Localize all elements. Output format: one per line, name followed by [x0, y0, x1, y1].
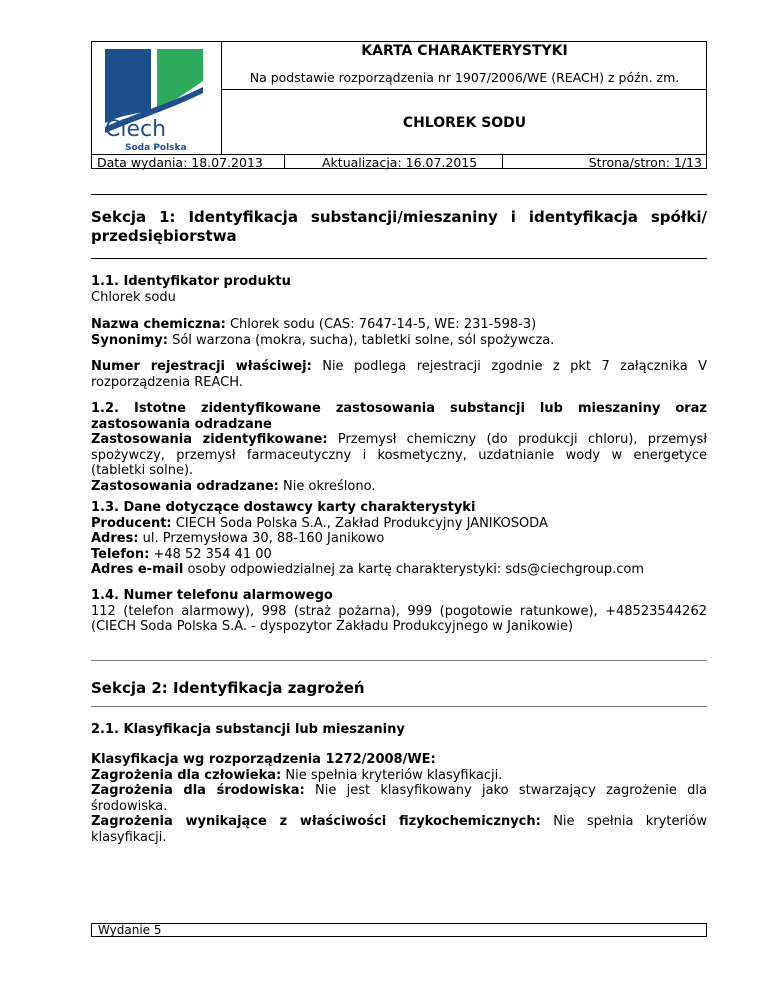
- s14-block: [91, 588, 707, 635]
- logo-brand: Ciech: [105, 117, 167, 142]
- s11-text: Chlorek sodu: [91, 289, 176, 305]
- header-divider: [502, 154, 503, 169]
- phys-value: Nie spełnia kryteriów klasyfikacji.: [91, 814, 707, 845]
- mail-label: Adres e-mail: [91, 562, 184, 577]
- s21-title: 2.1. Klasyfikacja substancji lub mieszaniny: [91, 722, 405, 737]
- doc-title: KARTA CHARAKTERYSTYKI: [361, 43, 568, 59]
- chem-value: Chlorek sodu (CAS: 7647-14-5, WE: 231-598-3): [225, 317, 537, 332]
- s14-text: 112 (telefon alarmowy), 998 (straż pożarna), 999 (pogotowie ratunkowe), +48523544262 (CIECH Soda Polska S.A. - dyspozytor Zakładu Produkcyjnego w Janikowie): [91, 603, 707, 634]
- syn-label: Synonimy:: [91, 332, 168, 348]
- section1-title-line2: przedsiębiorstwa: [91, 227, 237, 245]
- section1-title-line1: Sekcja 1: Identyfikacja substancji/mieszaniny i identyfikacja spółki/: [91, 208, 707, 226]
- cls-title: Klasyfikacja wg rozporządzenia 1272/2008/WE:: [91, 752, 436, 767]
- issue-date: Data wydania: 18.07.2013: [97, 155, 263, 170]
- tel-label: Telefon:: [91, 546, 150, 562]
- section-rule: [91, 194, 707, 195]
- human-label: Zagrożenia dla człowieka:: [91, 767, 282, 783]
- syn-value: Sól warzona (mokra, sucha), tabletki solne, sól spożywcza.: [167, 332, 555, 348]
- addr-value: ul. Przemysłowa 30, 88-160 Janikowo: [138, 531, 385, 546]
- section1-title: [91, 208, 707, 246]
- reg-block: [91, 359, 707, 390]
- s13-title: 1.3. Dane dotyczące dostawcy karty charakterystyki: [91, 500, 476, 515]
- reg-value: Nie podlega rejestracji zgodnie z pkt 7 załącznika V rozporządzenia REACH.: [91, 359, 707, 390]
- section-rule: [91, 706, 707, 707]
- logo-sub: Soda Polska: [125, 143, 187, 153]
- ciech-logo: [91, 41, 221, 153]
- disc-label: Zastosowania odradzane:: [91, 478, 279, 494]
- logo-cell: [91, 41, 222, 154]
- update-date: Aktualizacja: 16.07.2015: [322, 155, 478, 170]
- section2-title: Sekcja 2: Identyfikacja zagrożeń: [91, 679, 365, 697]
- addr-label: Adres:: [91, 531, 139, 546]
- s12-block: [91, 401, 707, 494]
- phys-label: Zagrożenia wynikające z właściwości fizykochemicznych:: [91, 814, 541, 829]
- chem-label: Nazwa chemiczna:: [91, 317, 226, 332]
- env-label: Zagrożenia dla środowiska:: [91, 783, 305, 798]
- use-label: Zastosowania zidentyfikowane:: [91, 432, 328, 447]
- cls-block: [91, 752, 707, 845]
- chem-block: [91, 317, 707, 348]
- header-divider: [284, 154, 285, 169]
- s12-title: 1.2. Istotne zidentyfikowane zastosowania substancji lub mieszaniny oraz zastosowania odradzane: [91, 401, 707, 432]
- prod-label: Producent:: [91, 515, 172, 531]
- doc-subtitle: Na podstawie rozporządzenia nr 1907/2006/WE (REACH) z późn. zm.: [249, 70, 680, 85]
- header-divider: [222, 89, 707, 90]
- product-name: CHLOREK SODU: [402, 115, 527, 131]
- env-value: Nie jest klasyfikowany jako stwarzający zagrożenie dla środowiska.: [91, 783, 707, 814]
- prod-value: CIECH Soda Polska S.A., Zakład Produkcyjny JANIKOSODA: [171, 515, 548, 531]
- human-value: Nie spełnia kryteriów klasyfikacji.: [281, 767, 503, 783]
- s11-block: [91, 274, 707, 305]
- page-number: Strona/stron: 1/13: [588, 155, 702, 170]
- section-rule: [91, 660, 707, 661]
- use-value: Przemysł chemiczny (do produkcji chloru), przemysł spożywczy, przemysł farmaceutyczny i kosmetyczny, uzdatnianie wody w energetyce (tabletki solne).: [91, 432, 708, 478]
- tel-value: +48 52 354 41 00: [149, 546, 272, 562]
- footer-edition: Wydanie 5: [91, 923, 707, 937]
- s13-block: [91, 500, 707, 578]
- s14-title: 1.4. Numer telefonu alarmowego: [91, 588, 333, 603]
- reg-label: Numer rejestracji właściwej:: [91, 359, 312, 374]
- disc-value: Nie określono.: [278, 478, 376, 494]
- mail-value: osoby odpowiedzialnej za kartę charakterystyki: sds@ciechgroup.com: [183, 562, 644, 577]
- section-rule: [91, 258, 707, 259]
- s11-title: 1.1. Identyfikator produktu: [91, 274, 291, 289]
